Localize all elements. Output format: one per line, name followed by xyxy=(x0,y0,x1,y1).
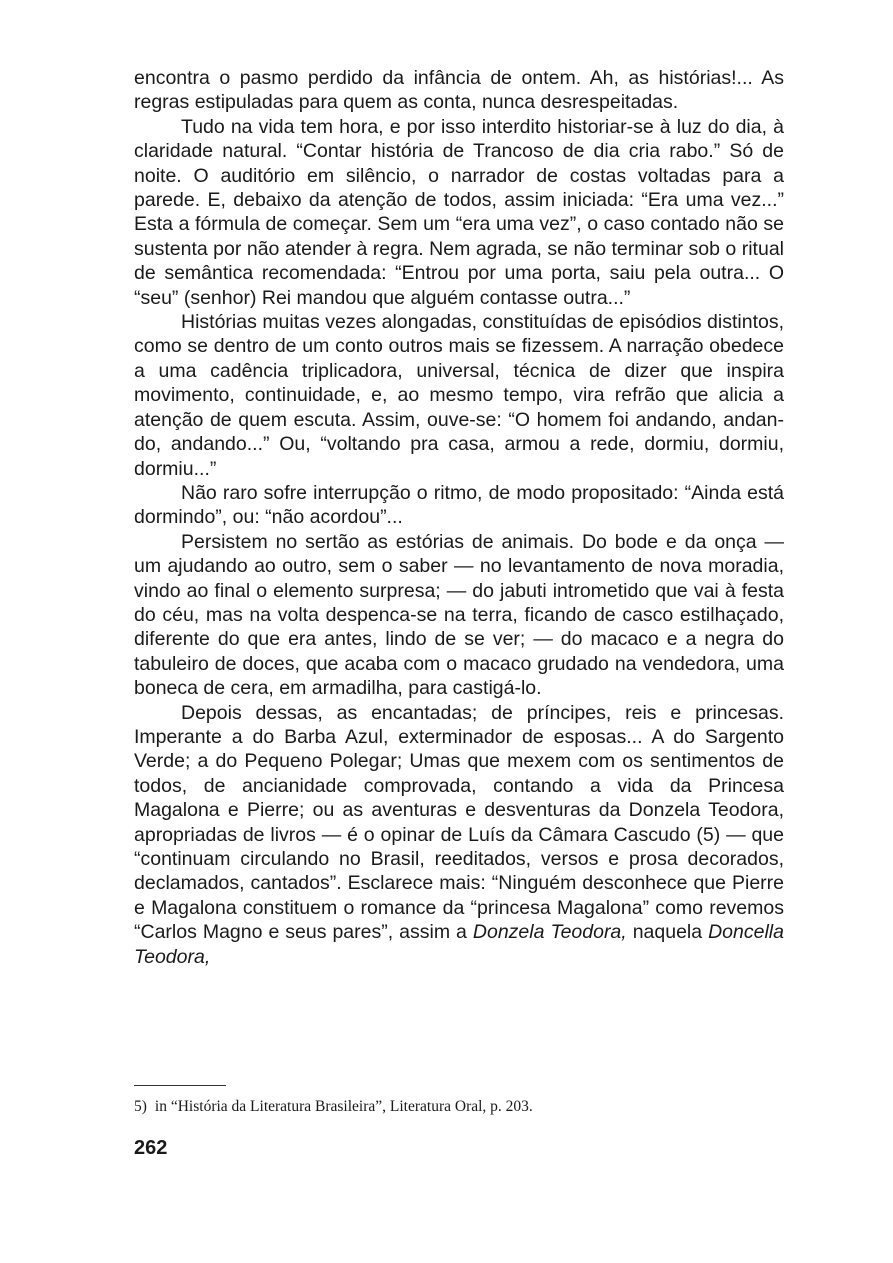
paragraph-6-text: Depois dessas, as encantadas; de príncipes, reis e princesas. Imperante a do Barba Azul, exterminador de esposas... A do Sargento Verde; a do Pequeno Polegar; Umas que mexem com os sentimentos de todos, de ancianidade comprovada, contando a vida da Princesa Magalona e Pierre; ou as aventuras e desventuras da Donzela Teodora, apropriadas de livros — é o opinar de Luís da Câmara Cascudo (5) — que “continuam circulando no Brasil, reeditados, versos e prosa decorados, declamados, cantados”. Esclarece mais: “Ninguém desconhece que Pierre e Magalona constituem o romance da “princesa Magalona” como revemos “Carlos Magno e seus pares”, assim a xyxy=(134,701,784,944)
paragraph-6-connector: naquela xyxy=(626,921,709,944)
paragraph-1: encontra o pasmo perdido da infância de ontem. Ah, as histórias!... As regras estipuladas para quem as conta, nunca desrespeitadas. xyxy=(134,67,784,114)
footnote xyxy=(134,1097,774,1117)
italic-title-doncella: Doncella Teodora, xyxy=(134,921,784,968)
footnote-text: in “História da Literatura Brasileira”, Literatura Oral, p. 203. xyxy=(154,1098,533,1115)
paragraph-3: Histórias muitas vezes alongadas, constituídas de episódios distintos, como se dentro de um conto outros mais se fizessem. A narração obedece a uma cadência triplicadora, universal, técnica de dizer que inspira movimento, continuidade, e, ao mesmo tempo, vira refrão que alicia a atenção de quem escuta. Assim, ouve-se: “O homem foi andando, andando, andando...” Ou, “voltando pra casa, armou a rede, dormiu, dormiu, dormiu...” xyxy=(134,311,784,480)
footnote-divider xyxy=(134,1085,226,1086)
paragraph-2: Tudo na vida tem hora, e por isso interdito historiar-se à luz do dia, à claridade natural. “Contar história de Trancoso de dia cria rabo.” Só de noite. O auditório em silêncio, o narrador de costas voltadas para a parede. E, debaixo da atenção de todos, assim iniciada: “Era uma vez...” Esta a fórmula de começar. Sem um “era uma vez”, o caso contado não se sustenta por não atender à regra. Nem agrada, se não terminar sob o ritual de semântica recomendada: “Entrou por uma porta, saiu pela outra... O “seu” (senhor) Rei mandou que alguém contasse outra...” xyxy=(134,115,784,309)
body-text xyxy=(134,66,784,969)
paragraph-4: Não raro sofre interrupção o ritmo, de modo propositado: “Ainda está dormindo”, ou: “não acordou”... xyxy=(134,481,784,529)
page-number: 262 xyxy=(134,1137,168,1159)
paragraph-6 xyxy=(134,701,784,969)
footnote-mark: 5) xyxy=(134,1098,147,1115)
italic-title-donzela: Donzela Teodora, xyxy=(472,921,627,944)
paragraph-5: Persistem no sertão as estórias de animais. Do bode e da onça — um ajudando ao outro, sem o saber — no levantamento de nova moradia, vindo ao final o elemento surpresa; — do jabuti intrometido que vai à festa do céu, mas na volta despenca-se na terra, ficando de casco estilhaçado, diferente do que era antes, lindo de se ver; — do macaco e a negra do tabuleiro de doces, que acaba com o macaco grudado na vendedora, uma boneca de cera, em armadilha, para castigá-lo. xyxy=(134,530,784,700)
